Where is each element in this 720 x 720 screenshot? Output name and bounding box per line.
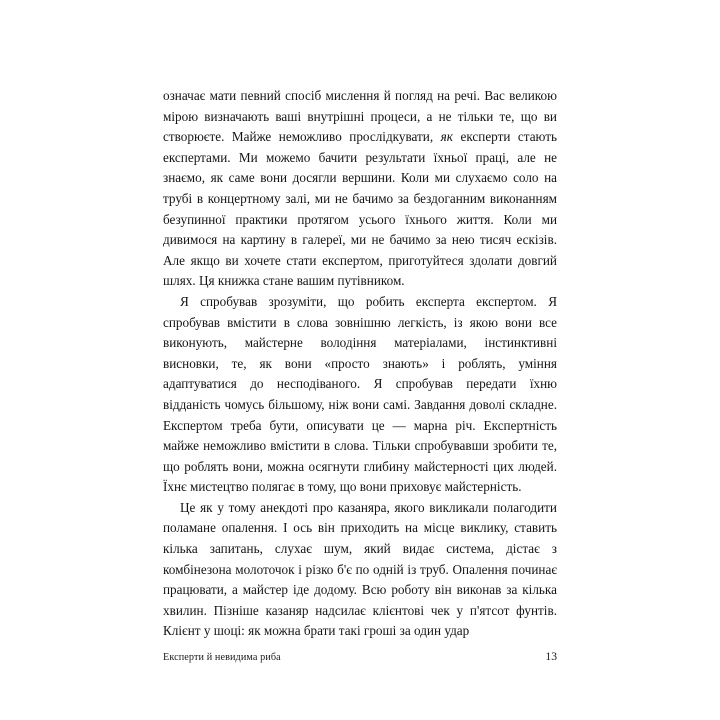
page-text-body <box>163 86 557 642</box>
page-footer <box>163 650 557 663</box>
paragraph-1-run-1: означає мати певний спосіб мислення й погляд на речі. Вас великою мірою визначають ваші внутрішні процеси, а не тільки те, що ви створюєте. Майже неможливо прослідкувати, <box>163 88 557 145</box>
paragraph-3: Це як у тому анекдоті про казаняра, якого викликали полагодити поламане опалення. І ось він приходить на місце виклику, ставить кілька запитань, слухає шум, який видає система, дістає з комбінезона молоточок і різко б'є по одній із труб. Опалення починає працювати, а майстер іде додому. Всю роботу він виконав за кілька хвилин. Пізніше казаняр надсилає клієнтові чек у п'ятсот фунтів. Клієнт у шоці: як можна брати такі гроші за один удар <box>163 499 557 639</box>
page-number: 13 <box>545 650 557 663</box>
paragraph-1-run-3: експерти стають експертами. Ми можемо бачити результати їхньої праці, але не знаємо, як саме вони досягли вершини. Коли ми слухаємо соло на трубі в концертному залі, ми не бачимо за бездоганним виконанням безупинної практики протягом усього їхнього життя. Коли ми дивимося на картину в галереї, ми не бачимо за нею тисяч ескізів. Але якщо ви хочете стати експертом, приготуйтеся здолати довгий шлях. Ця книжка стане вашим путівником. <box>163 129 558 289</box>
running-head: Експерти й невидима риба <box>163 652 281 663</box>
paragraph-2: Я спробував зрозуміти, що робить експерта експертом. Я спробував вмістити в слова зовнішню легкість, із якою вони все виконують, майстерне володіння матеріалами, інстинктивні висновки, те, як вони «просто знають» і роблять, уміння адаптуватися до несподіваного. Я спробував передати їхню відданість чомусь більшому, ніж вони самі. Завдання доволі складне. Експертом треба бути, описувати це — марна річ. Експертність майже неможливо вмістити в слова. Тільки спробувавши зробити те, що роблять вони, можна осягнути глибину майстерності цих людей. Їхнє мистецтво полягає в тому, що вони приховує майстерність. <box>163 293 557 495</box>
paragraph-1 <box>163 86 557 292</box>
paragraph-1-run-2-italic: як <box>440 129 453 145</box>
